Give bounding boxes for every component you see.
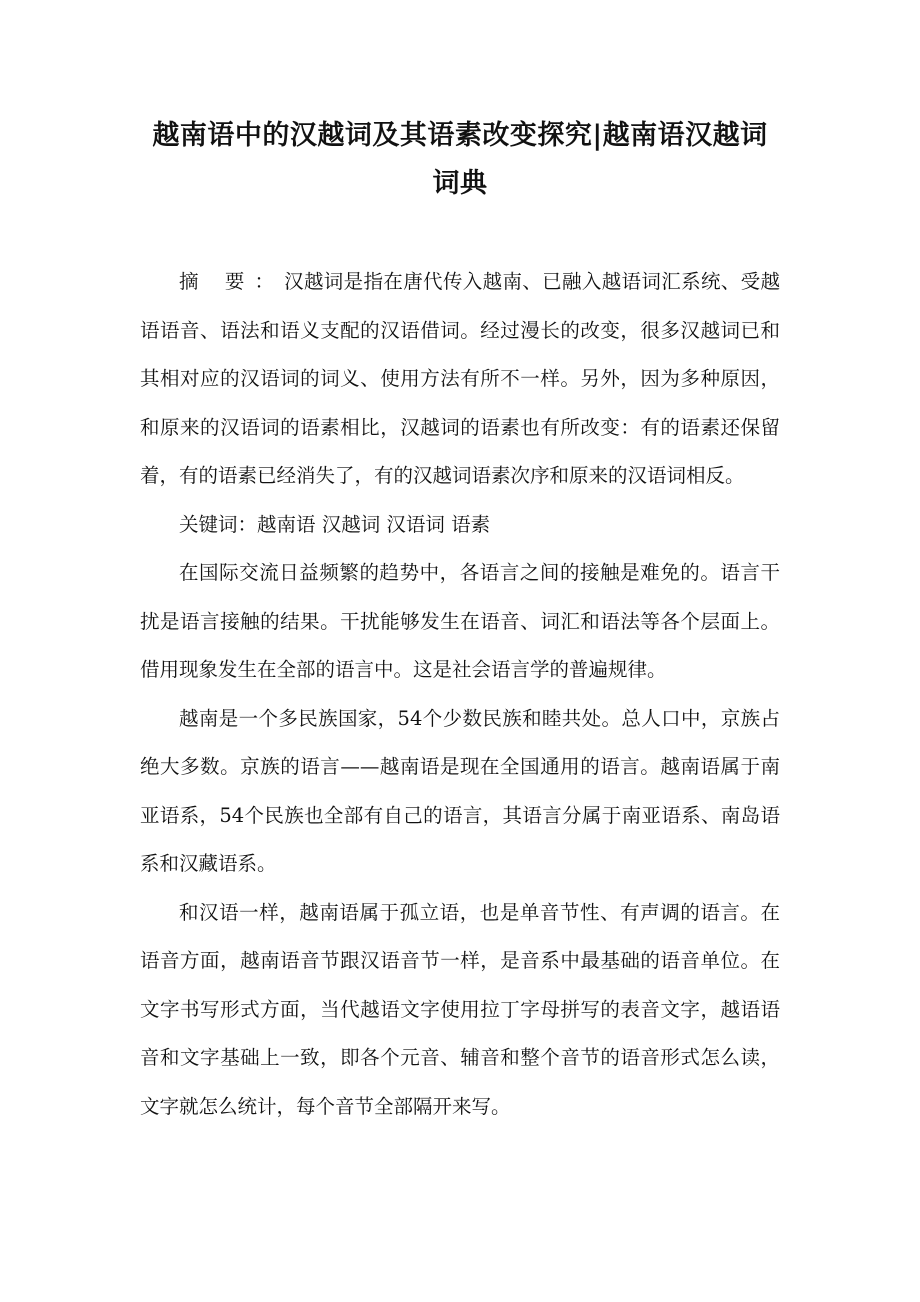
abstract-text: 汉越词是指在唐代传入越南、已融入越语词汇系统、受越语语音、语法和语义支配的汉语借词。经过漫长的改变，很多汉越词已和其相对应的汉语词的词义、使用方法有所不一样。另外，因为多种原因，和原来的汉语词的语素相比，汉越词的语素也有所改变：有的语素还保留着，有的语素已经消失了，有的汉越词语素次序和原来的汉语词相反。	[140, 270, 780, 487]
document-title: 越南语中的汉越词及其语素改变探究|越南语汉越词词典	[152, 120, 768, 199]
abstract-label: 摘 要：	[179, 270, 285, 293]
document-body	[140, 258, 780, 1131]
body-paragraph: 越南是一个多民族国家，54个少数民族和睦共处。总人口中，京族占绝大多数。京族的语言——越南语是现在全国通用的语言。越南语属于南亚语系，54个民族也全部有自己的语言，其语言分属于南亚语系、南岛语系和汉藏语系。	[140, 706, 780, 875]
body-paragraph: 和汉语一样，越南语属于孤立语，也是单音节性、有声调的语言。在语音方面，越南语音节跟汉语音节一样，是音系中最基础的语音单位。在文字书写形式方面，当代越语文字使用拉丁字母拼写的表音文字，越语语音和文字基础上一致，即各个元音、辅音和整个音节的语音形式怎么读，文字就怎么统计，每个音节全部隔开来写。	[140, 900, 780, 1118]
abstract-paragraph	[140, 258, 780, 501]
keywords-paragraph: 关键词：越南语 汉越词 汉语词 语素	[179, 512, 491, 536]
body-paragraph: 在国际交流日益频繁的趋势中，各语言之间的接触是难免的。语言干扰是语言接触的结果。干扰能够发生在语音、词汇和语法等各个层面上。借用现象发生在全部的语言中。这是社会语言学的普遍规律。	[140, 561, 780, 681]
